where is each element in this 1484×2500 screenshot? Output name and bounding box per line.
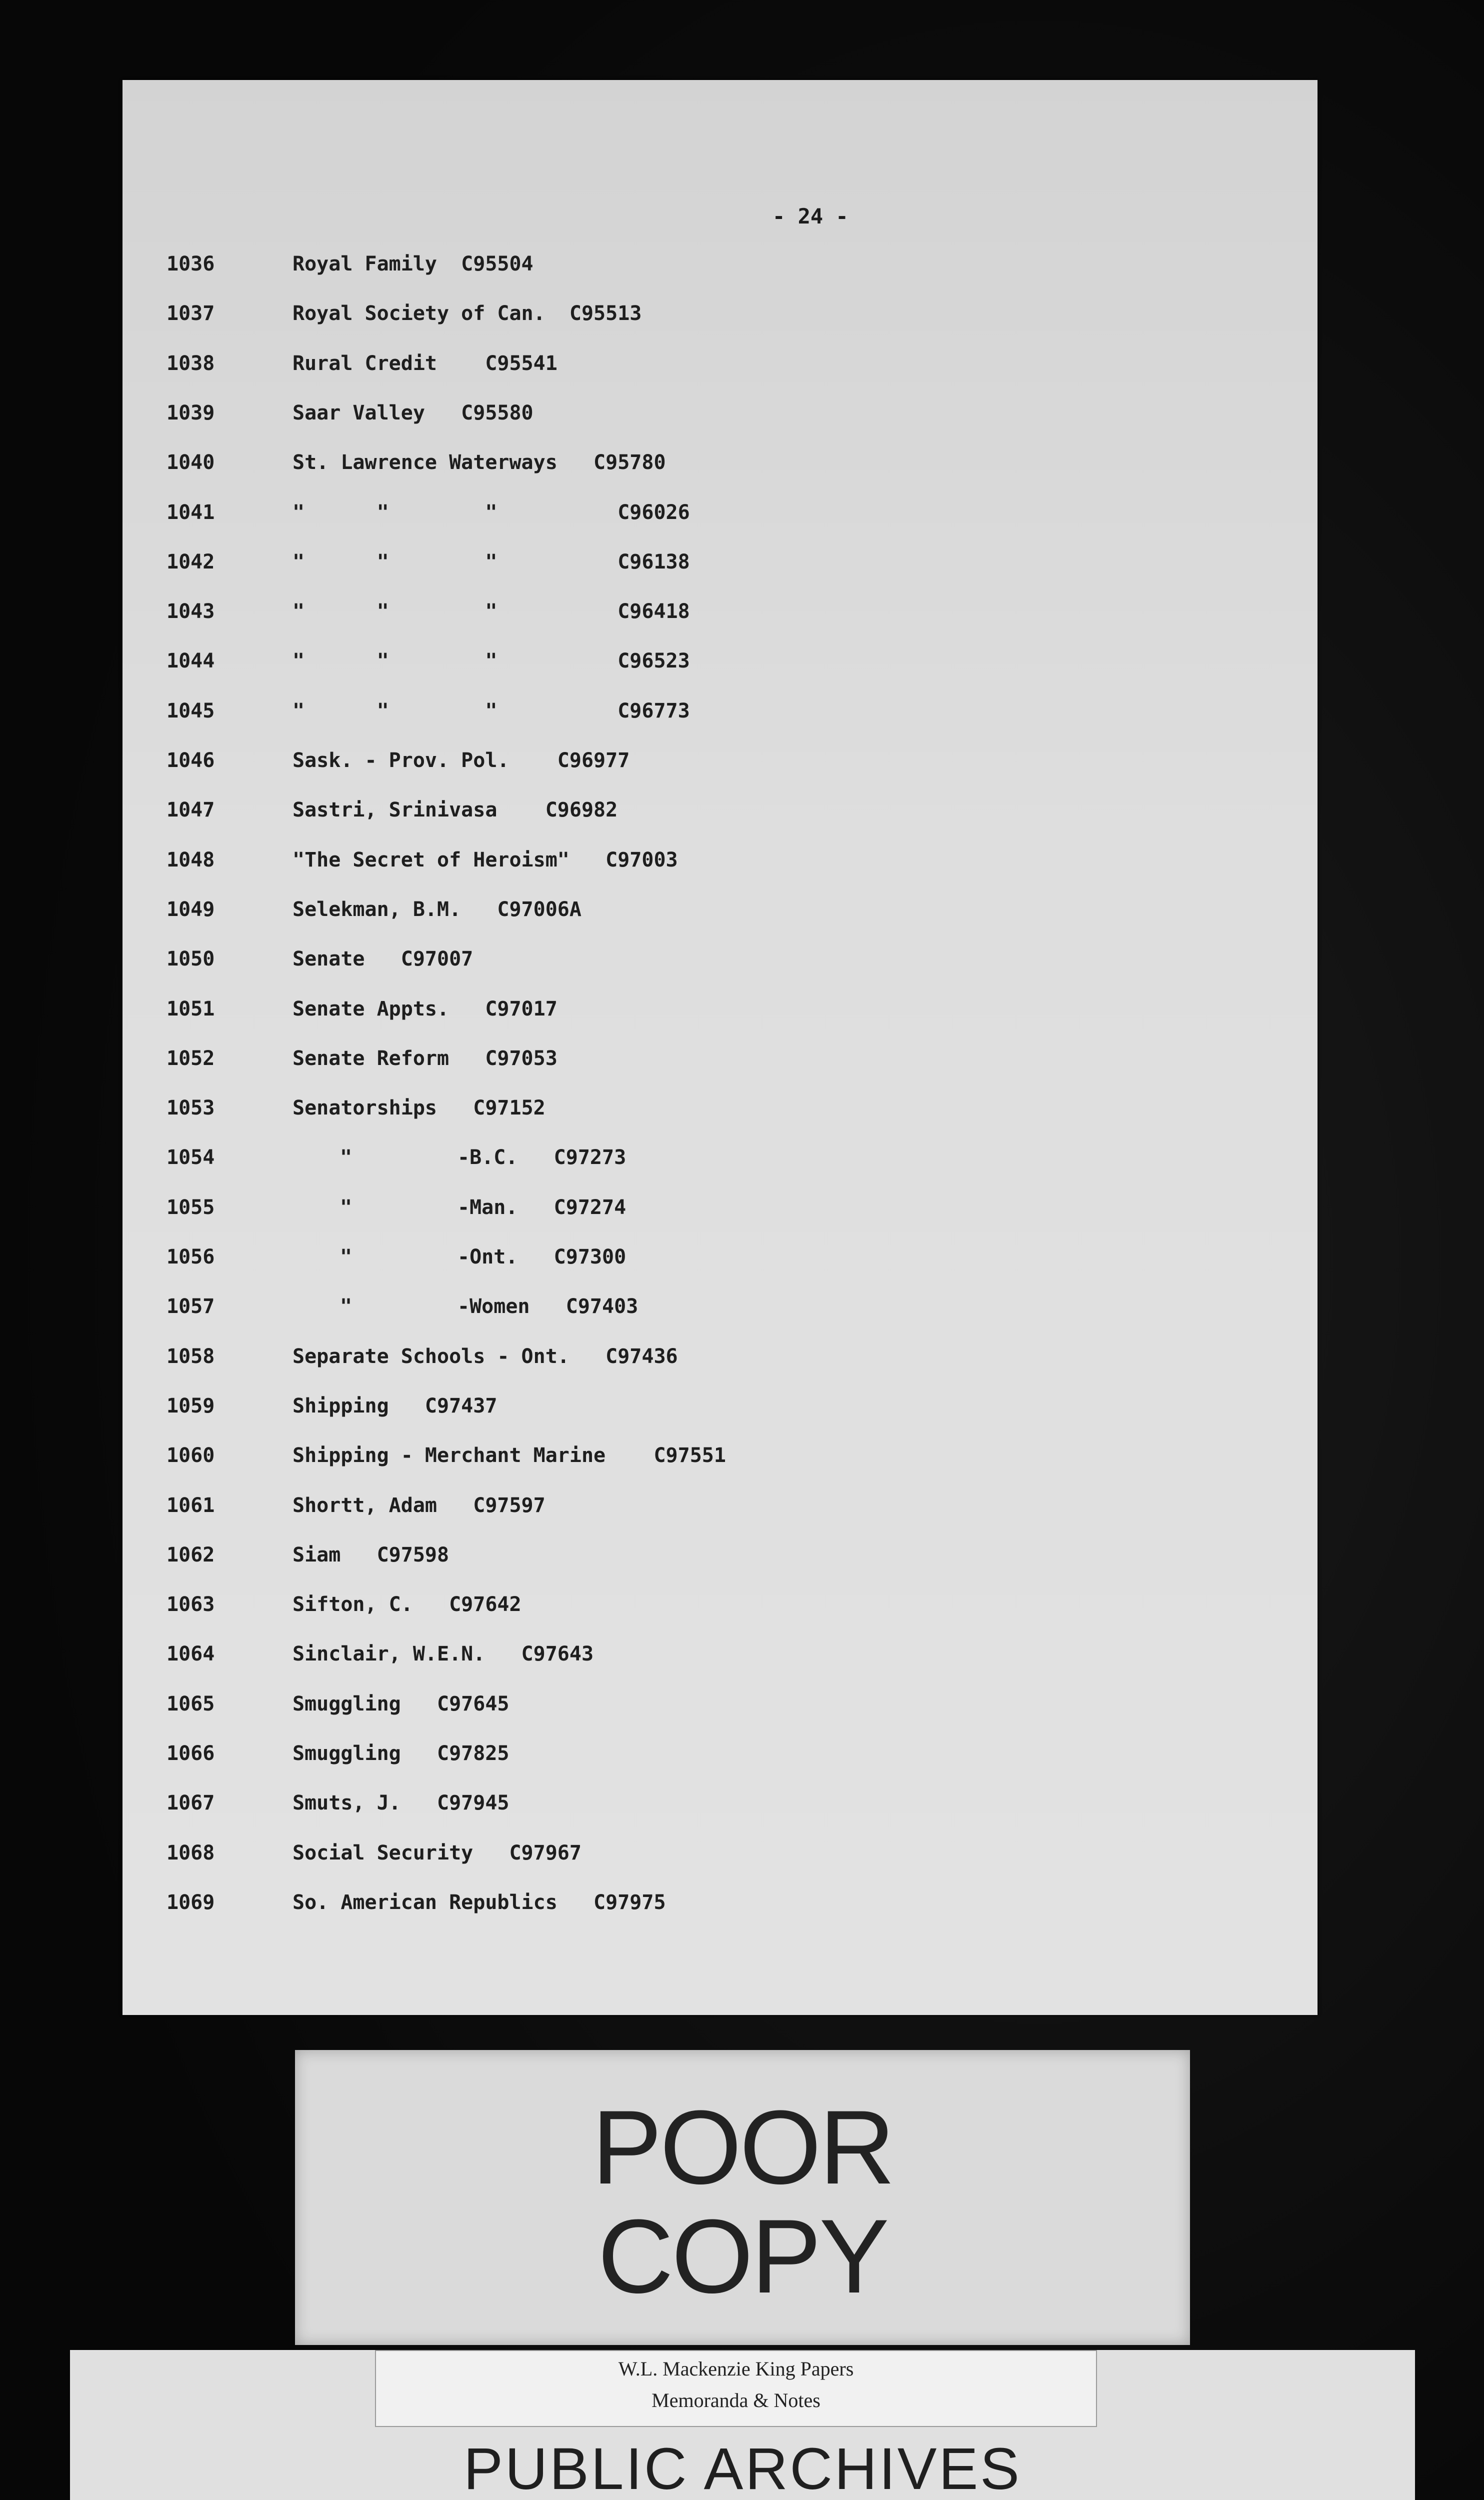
- entry-number: 1046: [166, 749, 215, 772]
- table-row: [122, 1096, 1318, 1126]
- table-row: [122, 1544, 1318, 1574]
- entry-subject: Separate Schools - Ont. C97436: [292, 1345, 678, 1368]
- entry-number: 1052: [166, 1047, 215, 1070]
- entry-number: 1054: [166, 1146, 215, 1169]
- table-row: [122, 650, 1318, 680]
- poor-copy-card: [295, 2050, 1190, 2345]
- table-row: [122, 848, 1318, 878]
- entry-number: 1040: [166, 451, 215, 474]
- entry-number: 1051: [166, 998, 215, 1020]
- table-row: [122, 501, 1318, 531]
- series-name: Memoranda & Notes: [652, 2389, 820, 2412]
- table-row: [122, 402, 1318, 432]
- entry-subject: " " " C96523: [292, 650, 690, 672]
- table-row: [122, 1295, 1318, 1325]
- table-row: [122, 749, 1318, 779]
- entry-number: 1065: [166, 1692, 215, 1716]
- entry-number: 1036: [166, 252, 215, 276]
- entry-subject: " " " C96773: [292, 700, 690, 722]
- entry-subject: Selekman, B.M. C97006A: [292, 898, 582, 921]
- document-page: [122, 80, 1318, 2015]
- table-row: [122, 998, 1318, 1028]
- table-row: [122, 1842, 1318, 1872]
- entry-number: 1042: [166, 550, 215, 574]
- table-row: [122, 1146, 1318, 1176]
- archives-card: [70, 2350, 1415, 2500]
- table-row: [122, 252, 1318, 282]
- table-row: [122, 798, 1318, 828]
- table-row: [122, 1444, 1318, 1474]
- entry-subject: " " " C96418: [292, 600, 690, 623]
- entry-subject: " " " C96138: [292, 550, 690, 574]
- entry-subject: Smuggling C97825: [292, 1742, 510, 1765]
- entry-subject: Royal Family C95504: [292, 252, 534, 276]
- table-row: [122, 1642, 1318, 1672]
- entry-subject: Shortt, Adam C97597: [292, 1494, 546, 1517]
- entry-number: 1050: [166, 948, 215, 970]
- entry-subject: ": [340, 1246, 352, 1268]
- entry-list: [122, 80, 1318, 2015]
- entry-number: 1064: [166, 1642, 215, 1666]
- table-row: [122, 1494, 1318, 1524]
- entry-subject: Sastri, Srinivasa C96982: [292, 798, 618, 822]
- entry-subject: Sask. - Prov. Pol. C96977: [292, 749, 630, 772]
- table-row: [122, 1692, 1318, 1722]
- entry-subject: ": [340, 1295, 352, 1318]
- entry-number: 1041: [166, 501, 215, 524]
- entry-subject: Smuggling C97645: [292, 1692, 510, 1716]
- entry-number: 1038: [166, 352, 215, 375]
- entry-subtopic: -B.C. C97273: [458, 1146, 626, 1169]
- entry-number: 1058: [166, 1345, 215, 1368]
- table-row: [122, 898, 1318, 928]
- entry-subject: Smuts, J. C97945: [292, 1792, 510, 1814]
- table-row: [122, 1891, 1318, 1921]
- entry-number: 1067: [166, 1792, 215, 1814]
- table-row: [122, 1593, 1318, 1623]
- entry-subject: ": [340, 1146, 352, 1169]
- collection-label: [375, 2350, 1097, 2427]
- table-row: [122, 600, 1318, 630]
- entry-subject: Senatorships C97152: [292, 1096, 546, 1120]
- entry-subject: "The Secret of Heroism" C97003: [292, 848, 678, 872]
- entry-subject: Saar Valley C95580: [292, 402, 534, 424]
- poor-copy-line2: COPY: [598, 2198, 888, 2315]
- entry-subject: Sinclair, W.E.N. C97643: [292, 1642, 594, 1666]
- entry-subject: Royal Society of Can. C95513: [292, 302, 642, 325]
- entry-subject: St. Lawrence Waterways C95780: [292, 451, 666, 474]
- table-row: [122, 700, 1318, 730]
- table-row: [122, 302, 1318, 332]
- entry-subject: Shipping - Merchant Marine C97551: [292, 1444, 726, 1467]
- entry-subtopic: -Women C97403: [458, 1295, 638, 1318]
- entry-subject: Sifton, C. C97642: [292, 1593, 522, 1616]
- entry-subject: ": [340, 1196, 352, 1219]
- entry-number: 1055: [166, 1196, 215, 1219]
- entry-number: 1044: [166, 650, 215, 672]
- table-row: [122, 1196, 1318, 1226]
- entry-number: 1069: [166, 1891, 215, 1914]
- page-number: - 24 -: [772, 204, 848, 228]
- entry-number: 1043: [166, 600, 215, 623]
- table-row: [122, 550, 1318, 580]
- entry-number: 1059: [166, 1394, 215, 1418]
- entry-subject: Social Security C97967: [292, 1842, 582, 1864]
- table-row: [122, 1742, 1318, 1772]
- entry-subject: Siam C97598: [292, 1544, 450, 1566]
- entry-number: 1037: [166, 302, 215, 325]
- entry-number: 1039: [166, 402, 215, 424]
- entry-subject: Rural Credit C95541: [292, 352, 558, 375]
- entry-number: 1068: [166, 1842, 215, 1864]
- entry-subject: Senate C97007: [292, 948, 474, 970]
- entry-subject: " " " C96026: [292, 501, 690, 524]
- entry-number: 1062: [166, 1544, 215, 1566]
- table-row: [122, 948, 1318, 978]
- collection-name: W.L. Mackenzie King Papers: [618, 2358, 854, 2380]
- entry-number: 1063: [166, 1593, 215, 1616]
- entry-number: 1053: [166, 1096, 215, 1120]
- table-row: [122, 1345, 1318, 1375]
- table-row: [122, 1047, 1318, 1077]
- entry-number: 1049: [166, 898, 215, 921]
- entry-number: 1045: [166, 700, 215, 722]
- poor-copy-line1: POOR: [592, 2088, 894, 2206]
- entry-subject: Shipping C97437: [292, 1394, 498, 1418]
- entry-number: 1060: [166, 1444, 215, 1467]
- entry-subject: Senate Appts. C97017: [292, 998, 558, 1020]
- entry-number: 1061: [166, 1494, 215, 1517]
- table-row: [122, 1246, 1318, 1276]
- archives-english: PUBLIC ARCHIVES: [464, 2436, 1022, 2500]
- entry-number: 1047: [166, 798, 215, 822]
- entry-number: 1066: [166, 1742, 215, 1765]
- entry-subject: Senate Reform C97053: [292, 1047, 558, 1070]
- entry-number: 1048: [166, 848, 215, 872]
- entry-number: 1057: [166, 1295, 215, 1318]
- entry-subject: So. American Republics C97975: [292, 1891, 666, 1914]
- table-row: [122, 1792, 1318, 1822]
- table-row: [122, 1394, 1318, 1424]
- entry-subtopic: -Man. C97274: [458, 1196, 626, 1219]
- table-row: [122, 451, 1318, 481]
- entry-number: 1056: [166, 1246, 215, 1268]
- table-row: [122, 352, 1318, 382]
- entry-subtopic: -Ont. C97300: [458, 1246, 626, 1268]
